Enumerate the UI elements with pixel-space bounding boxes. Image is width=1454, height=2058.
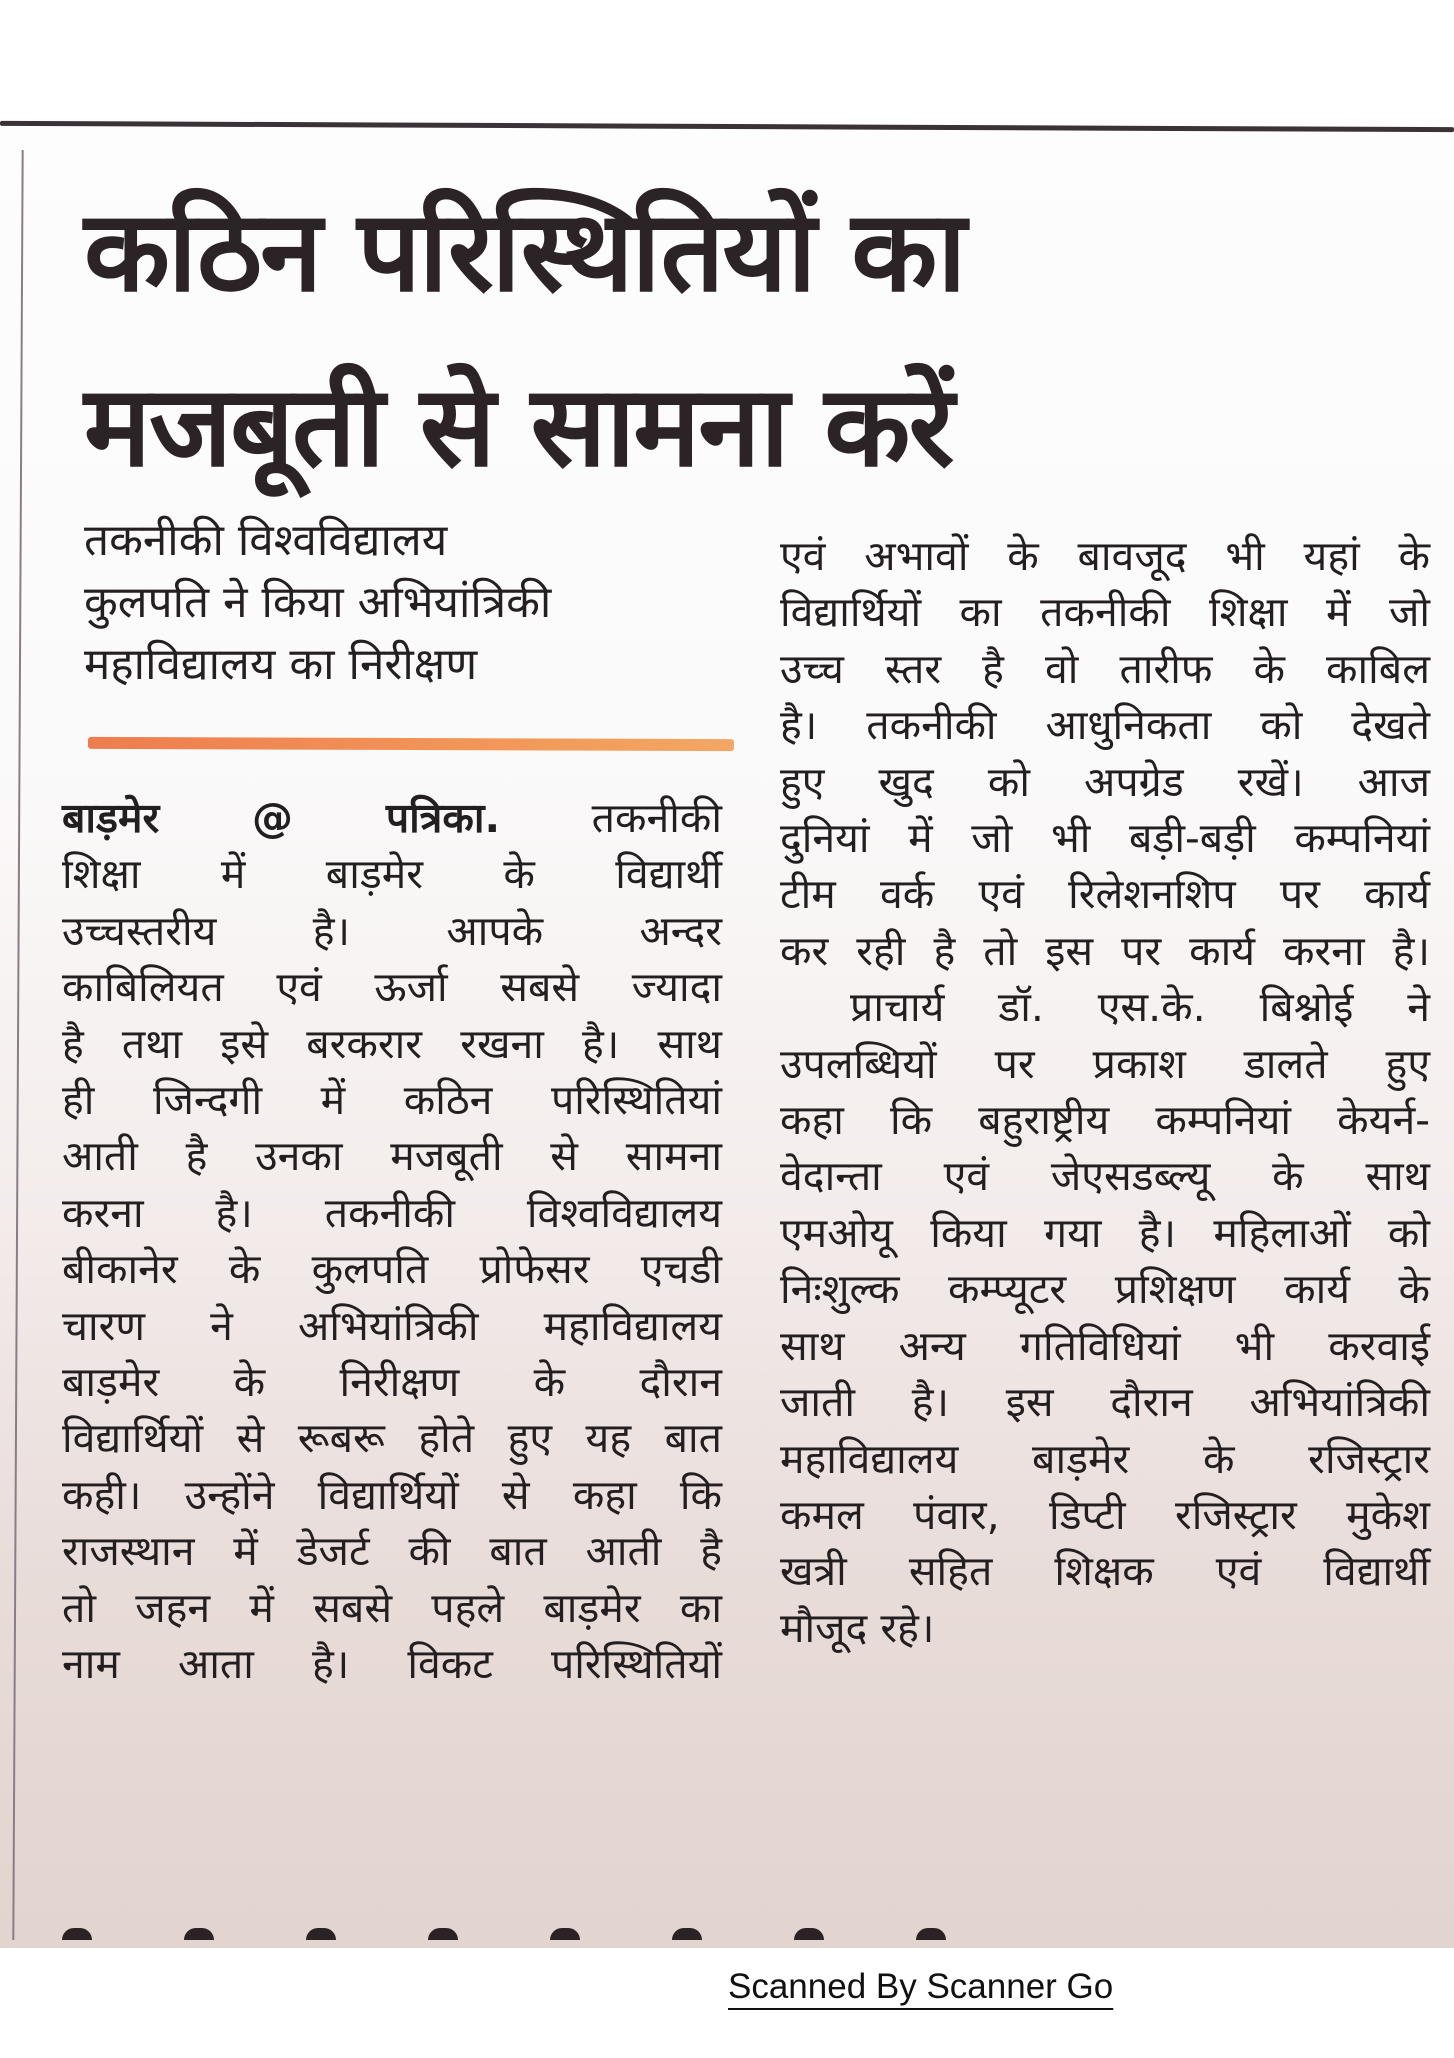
body-line: टीम वर्क एवं रिलेशनशिप पर कार्य: [780, 870, 1430, 919]
body-line: उच्च स्तर है वो तारीफ के काबिल: [780, 644, 1430, 693]
accent-underline: [88, 737, 734, 751]
body-line: बाड़मेर @ पत्रिका. तकनीकी: [62, 794, 722, 842]
body-line: जाती है। इस दौरान अभियांत्रिकी: [780, 1378, 1430, 1427]
body-line: कमल पंवार, डिप्टी रजिस्ट्रार मुकेश: [780, 1490, 1430, 1539]
body-line: उपलब्धियों पर प्रकाश डालते हुए: [780, 1039, 1430, 1088]
body-line: एमओयू किया गया है। महिलाओं को: [780, 1208, 1430, 1257]
body-line: राजस्थान में डेजर्ट की बात आती है: [62, 1527, 722, 1576]
body-line: विद्यार्थियों का तकनीकी शिक्षा में जो: [780, 588, 1430, 637]
body-line: है तथा इसे बरकरार रखना है। साथ: [62, 1019, 722, 1068]
headline-line: कठिन परिस्थितियों का: [84, 187, 965, 317]
subheadline: [84, 510, 734, 696]
body-line: कर रही है तो इस पर कार्य करना है।: [780, 926, 1430, 975]
body-line: कही। उन्होंने विद्यार्थियों से कहा कि: [62, 1470, 722, 1519]
headline: [84, 165, 1384, 515]
subhead-line: कुलपति ने किया अभियांत्रिकी: [84, 577, 552, 628]
body-line: हुए खुद को अपग्रेड रखें। आज: [780, 757, 1430, 806]
article-column-right: [780, 528, 1430, 1656]
body-line: करना है। तकनीकी विश्वविद्यालय: [62, 1188, 722, 1237]
body-line: तो जहन में सबसे पहले बाड़मेर का: [62, 1583, 722, 1632]
scanner-watermark: Scanned By Scanner Go: [728, 1967, 1114, 2006]
body-line: निःशुल्क कम्प्यूटर प्रशिक्षण कार्य के: [780, 1265, 1430, 1314]
body-line: बीकानेर के कुलपति प्रोफेसर एचडी: [62, 1245, 722, 1294]
body-line: चारण ने अभियांत्रिकी महाविद्यालय: [62, 1301, 722, 1350]
body-line: एवं अभावों के बावजूद भी यहां के: [780, 532, 1430, 580]
cut-off-text-row: [62, 1922, 1442, 1940]
body-line: साथ अन्य गतिविधियां भी करवाई: [780, 1321, 1430, 1370]
body-line: ही जिन्दगी में कठिन परिस्थितियां: [62, 1076, 722, 1125]
body-line: वेदान्ता एवं जेएसडब्ल्यू के साथ: [780, 1152, 1430, 1201]
body-line: काबिलियत एवं ऊर्जा सबसे ज्यादा: [62, 963, 722, 1012]
body-line: दुनियां में जो भी बड़ी-बड़ी कम्पनियां: [780, 814, 1430, 863]
body-line: प्राचार्य डॉ. एस.के. बिश्नोई ने: [850, 983, 1430, 1032]
body-line: खत्री सहित शिक्षक एवं विद्यार्थी: [780, 1547, 1430, 1596]
dateline: बाड़मेर @ पत्रिका.: [62, 794, 501, 842]
article-column-left: [62, 790, 722, 1693]
subhead-line: तकनीकी विश्वविद्यालय: [84, 515, 448, 566]
body-line: आती है उनका मजबूती से सामना: [62, 1132, 722, 1181]
body-line: है। तकनीकी आधुनिकता को देखते: [780, 701, 1430, 750]
body-line: विद्यार्थियों से रूबरू होते हुए यह बात: [62, 1414, 722, 1463]
body-line: नाम आता है। विकट परिस्थितियों: [62, 1640, 722, 1689]
body-line: मौजूद रहे।: [780, 1603, 935, 1652]
subhead-line: महाविद्यालय का निरीक्षण: [84, 639, 478, 690]
body-line: उच्चस्तरीय है। आपके अन्दर: [62, 906, 722, 955]
body-line: बाड़मेर के निरीक्षण के दौरान: [62, 1358, 722, 1407]
body-line: शिक्षा में बाड़मेर के विद्यार्थी: [62, 850, 722, 899]
body-line: महाविद्यालय बाड़मेर के रजिस्ट्रार: [780, 1434, 1430, 1483]
headline-line: मजबूती से सामना करें: [84, 362, 953, 492]
body-line: कहा कि बहुराष्ट्रीय कम्पनियां केयर्न-: [780, 1096, 1430, 1145]
